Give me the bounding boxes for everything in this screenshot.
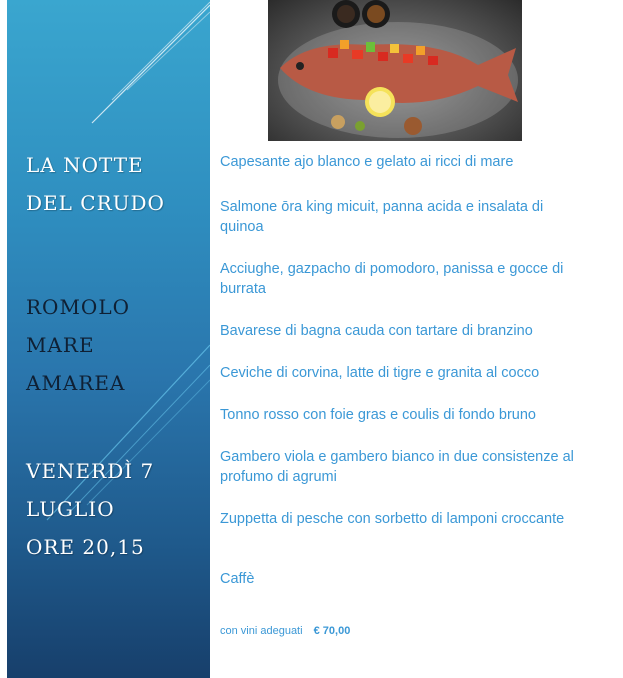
menu-item: Salmone ōra king micuit, panna acida e insalata di quinoa bbox=[220, 199, 544, 235]
date-line-1: VENERDÌ 7 bbox=[26, 459, 155, 483]
raw-fish-dish-photo-icon bbox=[268, 0, 522, 141]
venue-line-2: MARE bbox=[26, 333, 95, 357]
event-date bbox=[26, 452, 154, 566]
venue-name bbox=[26, 288, 130, 402]
menu-item: Gambero viola e gambero bianco in due consistenze al profumo di agrumi bbox=[220, 449, 574, 485]
venue-line-1: ROMOLO bbox=[26, 295, 131, 319]
menu-item: Acciughe, gazpacho di pomodoro, panissa e gocce di burrata bbox=[220, 261, 564, 297]
dish-photo bbox=[268, 0, 522, 141]
date-line-2: LUGLIO bbox=[26, 497, 115, 521]
venue-line-3: AMAREA bbox=[26, 371, 126, 395]
menu-footer bbox=[220, 625, 350, 637]
menu-item: Bavarese di bagna cauda con tartare di branzino bbox=[220, 323, 533, 339]
event-title bbox=[26, 146, 165, 222]
date-line-3: ORE 20,15 bbox=[26, 535, 145, 559]
menu-price: € 70,00 bbox=[313, 625, 351, 637]
menu-item: Tonno rosso con foie gras e coulis di fondo bruno bbox=[220, 407, 536, 423]
sidebar-panel bbox=[7, 0, 210, 678]
event-title-line-2: DEL CRUDO bbox=[26, 191, 165, 215]
event-title-line-1: LA NOTTE bbox=[26, 153, 144, 177]
wine-note: con vini adeguati bbox=[220, 625, 303, 637]
menu-item: Caffè bbox=[220, 571, 255, 587]
menu-item: Capesante ajo blanco e gelato ai ricci di mare bbox=[220, 154, 514, 170]
menu-item: Ceviche di corvina, latte di tigre e granita al cocco bbox=[220, 365, 540, 381]
menu-item: Zuppetta di pesche con sorbetto di lamponi croccante bbox=[220, 511, 565, 527]
